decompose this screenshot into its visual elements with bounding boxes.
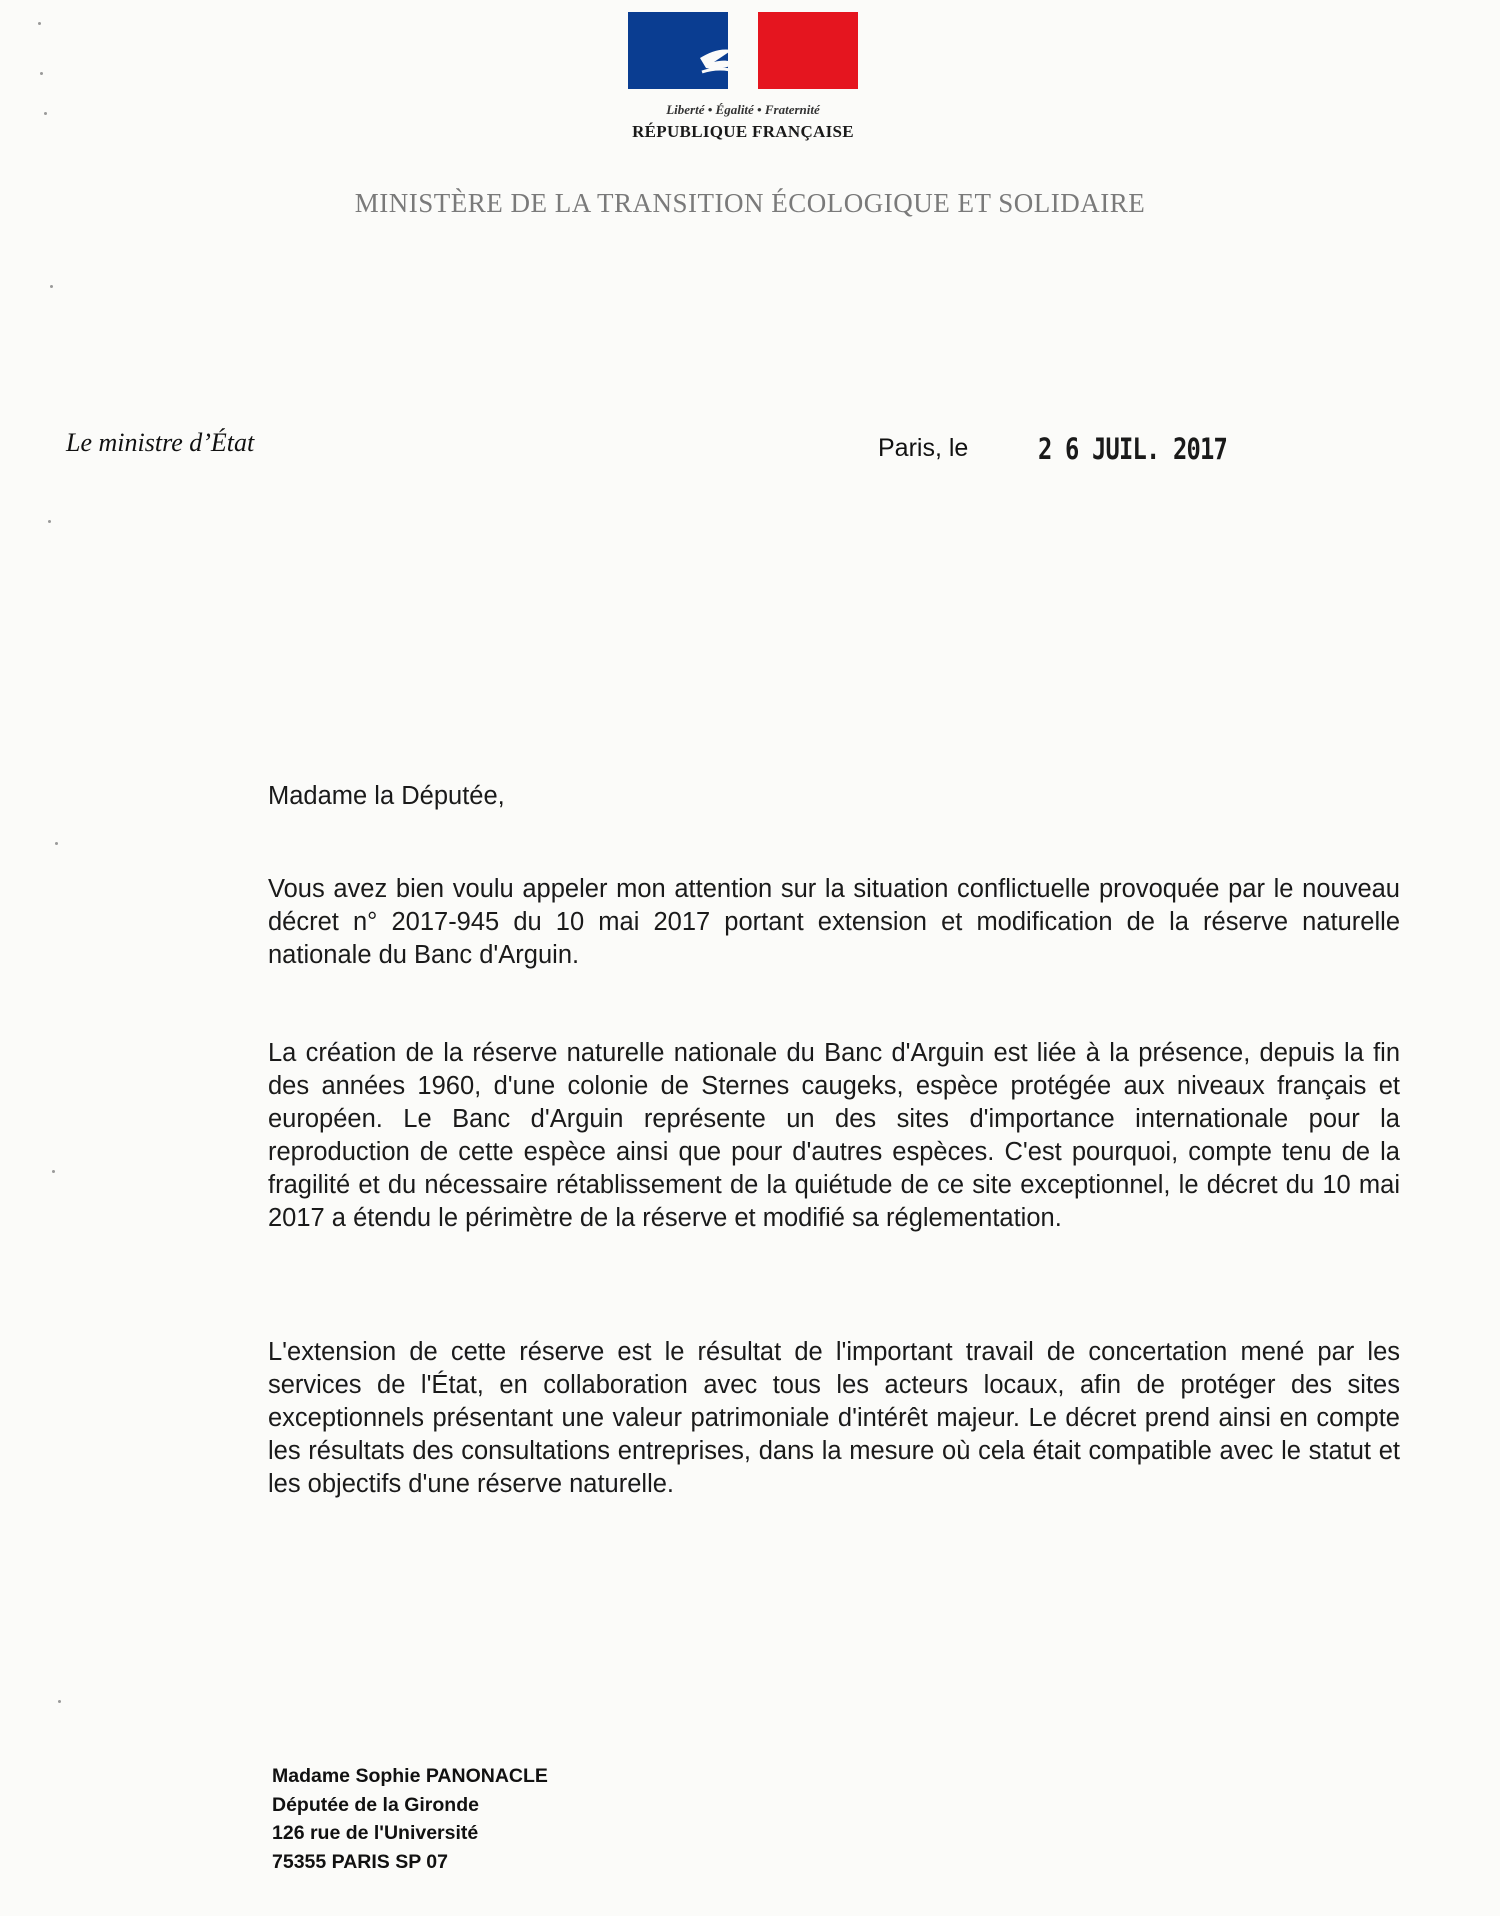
recipient-name: Madame Sophie PANONACLE — [272, 1765, 548, 1787]
salutation: Madame la Députée, — [268, 782, 505, 810]
republic-name: RÉPUBLIQUE FRANÇAISE — [632, 122, 854, 141]
paragraph-2: La création de la réserve naturelle nationale du Banc d'Arguin est liée à la présence, depuis la fin des années 1960, d'une colonie de Sternes caugeks, espèce protégée aux niveaux français et européen. Le Banc d'Arguin représente un des sites d'importance internationale pour la reproduction de cette espèce ainsi que pour d'autres espèces. C'est pourquoi, compte tenu de la fragilité et du nécessaire rétablissement de la quiétude de ce site exceptionnel, le décret du 10 mai 2017 a étendu le périmètre de la réserve et modifié sa réglementation. — [268, 1039, 1400, 1232]
letter-place: Paris, le — [878, 434, 969, 462]
recipient-street: 126 rue de l'Université — [272, 1822, 479, 1844]
paragraph-1: Vous avez bien voulu appeler mon attention sur la situation conflictuelle provoquée par le nouveau décret n° 2017-945 du 10 mai 2017 portant extension et modification de la réserve naturelle nationale du Banc d'Arguin. — [268, 875, 1400, 969]
ministry-name: MINISTÈRE DE LA TRANSITION ÉCOLOGIQUE ET SOLIDAIRE — [354, 188, 1146, 218]
date-stamp: 2 6 JUIL. 2017 — [1038, 432, 1227, 466]
recipient-address — [272, 1762, 548, 1876]
marianne-logo — [625, 10, 861, 150]
republic-motto: Liberté • Égalité • Fraternité — [666, 102, 820, 117]
sender-title: Le ministre d’État — [66, 428, 255, 457]
recipient-title: Députée de la Gironde — [272, 1793, 479, 1816]
paragraph-3: L'extension de cette réserve est le résultat de l'important travail de concertation mené par les services de l'État, en collaboration avec tous les acteurs locaux, afin de protéger des sites exceptionnels présentant une valeur patrimoniale d'intérêt majeur. Le décret prend ainsi en compte les résultats des consultations entreprises, dans la mesure où cela était compatible avec le statut et les objectifs d'une réserve naturelle. — [268, 1338, 1400, 1498]
marianne-profile-icon — [680, 14, 800, 89]
recipient-city: 75355 PARIS SP 07 — [272, 1850, 448, 1873]
tricolor-flag — [628, 12, 858, 89]
